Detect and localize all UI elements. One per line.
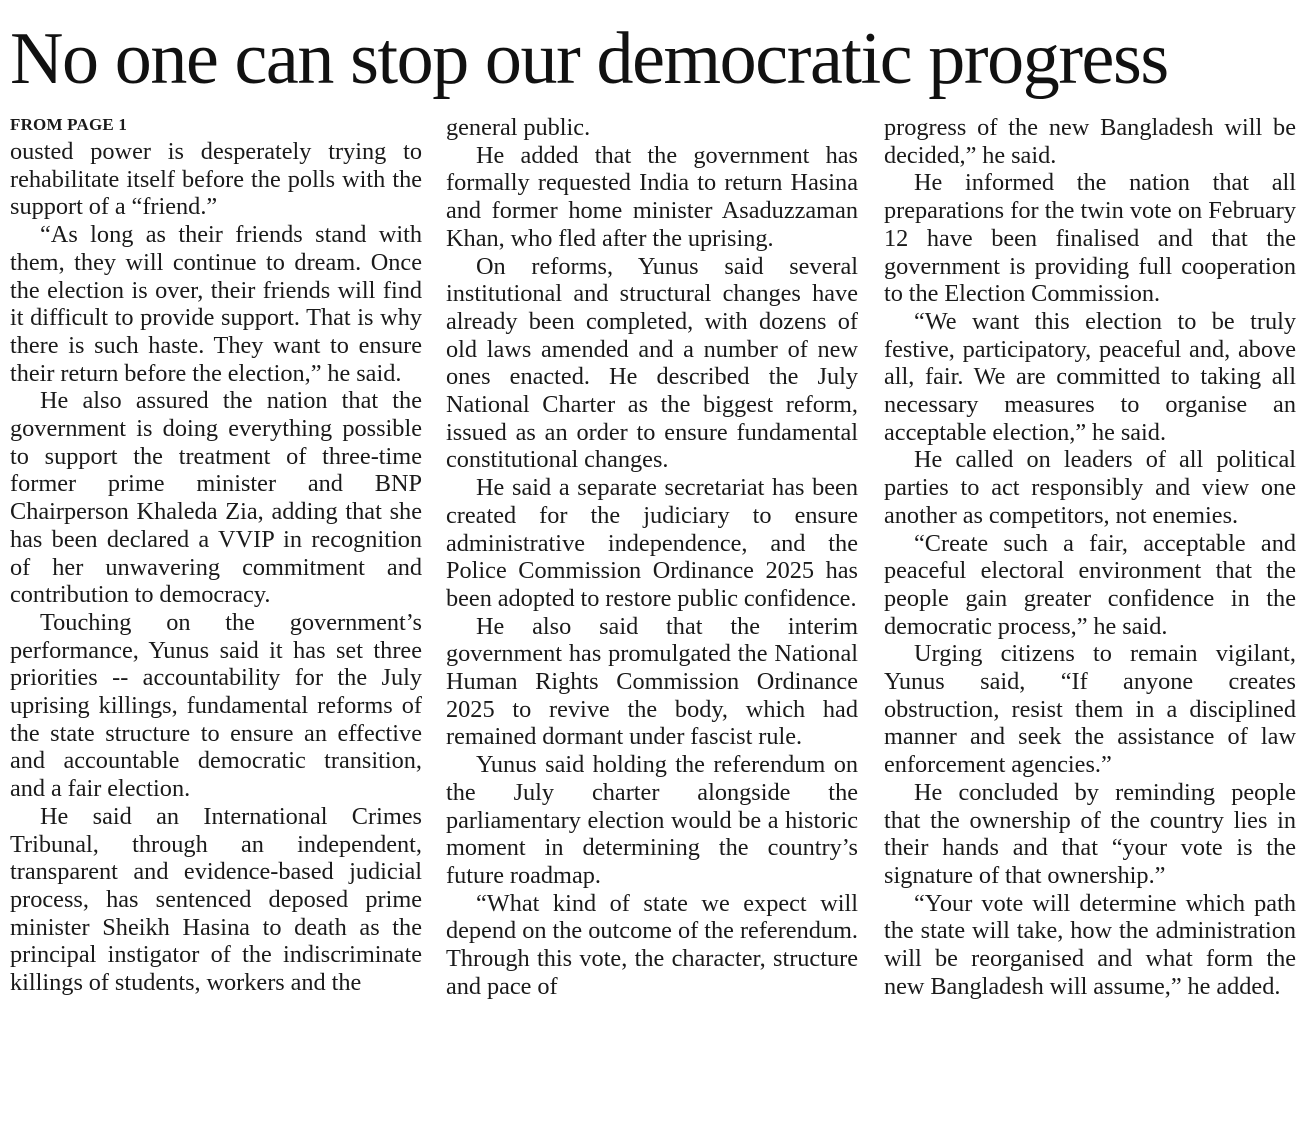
paragraph: Yunus said holding the referendum on the July charter alongside the parliamentary election would be a historic moment in determining the country’s future roadmap. (446, 751, 858, 889)
paragraph: He concluded by reminding people that the ownership of the country lies in their hands and that “your vote is the signature of that ownership.” (884, 778, 1296, 889)
paragraph: general public. (446, 114, 591, 141)
article-column-2 (446, 114, 858, 1001)
article-column-1 (10, 114, 422, 997)
paragraph: He said a separate secretariat has been created for the judiciary to ensure administrative independence, and the Police Commission Ordinance 2025 has been adopted to restore public confidence. (446, 474, 858, 612)
paragraph: “Your vote will determine which path the state will take, how the administration will be reorganised and what form the new Bangladesh will assume,” he added. (884, 889, 1296, 1000)
paragraph: ousted power is desperately trying to rehabilitate itself before the polls with the support of a “friend.” (10, 138, 422, 221)
paragraph: He said an International Crimes Tribunal, through an independent, transparent and evidence-based judicial process, has sentenced deposed prime minister Sheikh Hasina to death as the principal instigator of the indiscriminate killings of students, workers and the (10, 802, 422, 997)
paragraph: He called on leaders of all political parties to act responsibly and view one another as competitors, not enemies. (884, 446, 1296, 529)
continuation-kicker: FROM PAGE 1 (10, 115, 128, 134)
paragraph: He added that the government has formally requested India to return Hasina and former home minister Asaduzzaman Khan, who fled after the uprising. (446, 141, 858, 252)
paragraph: “As long as their friends stand with them, they will continue to dream. Once the election is over, their friends will find it difficult to provide support. That is why there is such haste. They want to ensure their return before the election,” he said. (10, 221, 422, 387)
paragraph: “We want this election to be truly festive, participatory, peaceful and, above all, fair. We are committed to taking all necessary measures to organise an acceptable election,” he said. (884, 307, 1296, 446)
article-column-3 (884, 114, 1296, 1001)
paragraph: progress of the new Bangladesh will be decided,” he said. (884, 114, 1296, 169)
headline: No one can stop our democratic progress (10, 18, 1168, 100)
paragraph: “Create such a fair, acceptable and peaceful electoral environment that the people gain greater confidence in the democratic process,” he said. (884, 529, 1296, 640)
paragraph: “What kind of state we expect will depend on the outcome of the referendum. Through this vote, the character, structure and pace of (446, 889, 858, 1000)
paragraph: He also assured the nation that the government is doing everything possible to support the treatment of three-time former prime minister and BNP Chairperson Khaleda Zia, adding that she has been declared a VVIP in recognition of her unwavering commitment and contribution to democracy. (10, 387, 422, 609)
paragraph: He also said that the interim government has promulgated the National Human Rights Commission Ordinance 2025 to revive the body, which had remained dormant under fascist rule. (446, 612, 858, 751)
paragraph: He informed the nation that all preparations for the twin vote on February 12 have been finalised and that the government is providing full cooperation to the Election Commission. (884, 169, 1296, 308)
paragraph: Urging citizens to remain vigilant, Yunus said, “If anyone creates obstruction, resist them in a disciplined manner and seek the assistance of law enforcement agencies.” (884, 640, 1296, 779)
paragraph: On reforms, Yunus said several institutional and structural changes have already been completed, with dozens of old laws amended and a number of new ones enacted. He described the July National Charter as the biggest reform, issued as an order to ensure fundamental constitutional changes. (446, 252, 858, 474)
paragraph: Touching on the government’s performance, Yunus said it has set three priorities -- accountability for the July uprising killings, fundamental reforms of the state structure to ensure an effective and accountable democratic transition, and a fair election. (10, 608, 422, 803)
